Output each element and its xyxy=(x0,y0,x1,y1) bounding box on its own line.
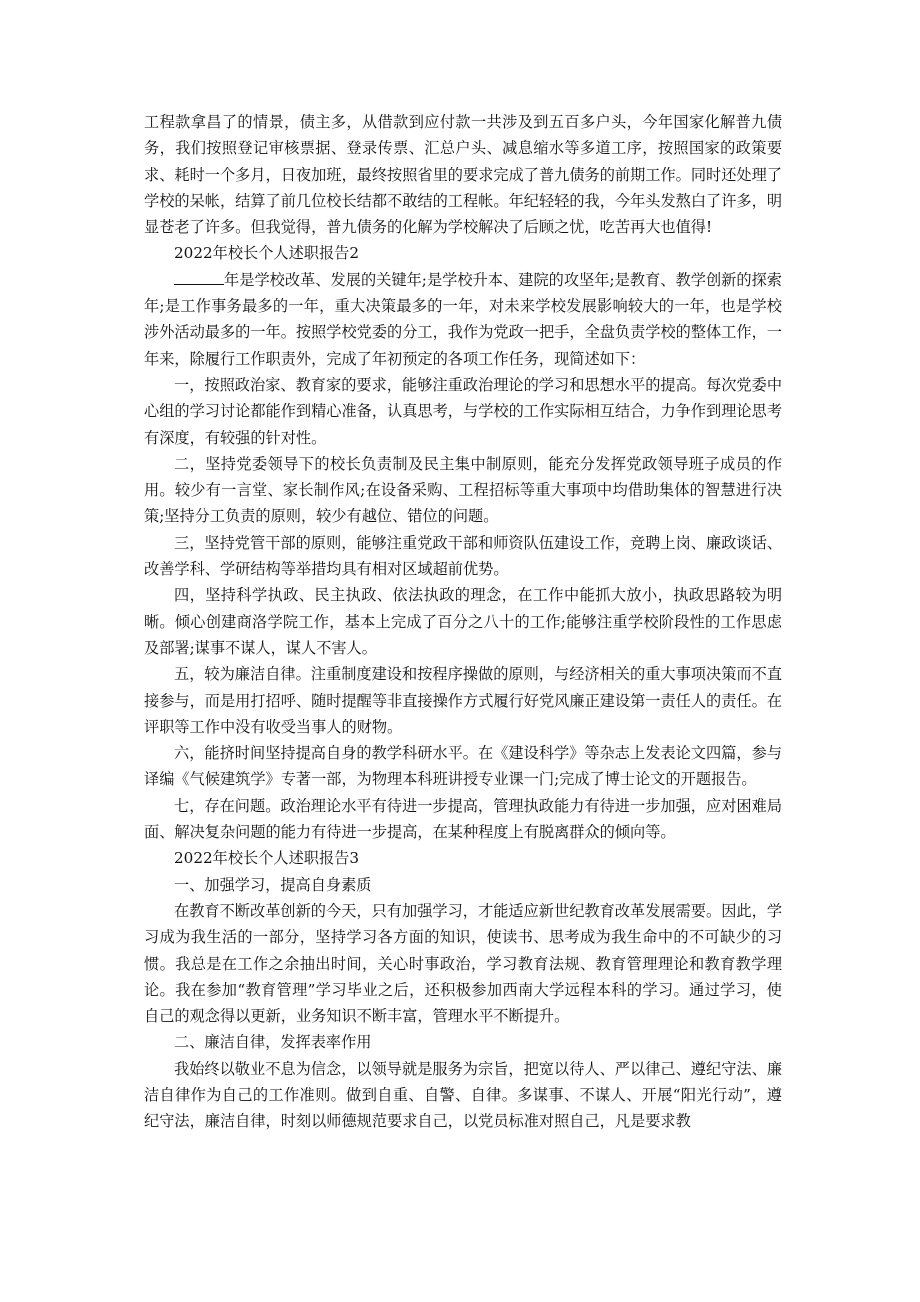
paragraph: 六，能挤时间坚持提高自身的教学科研水平。在《建设科学》等杂志上发表论文四篇，参与译编《气候建筑学》专著一部，为物理本科班讲授专业课一门;完成了博士论文的开题报告。 xyxy=(144,744,782,789)
paragraph: 五，较为廉洁自律。注重制度建设和按程序操做的原则，与经济相关的重大事项决策而不直接参与，而是用打招呼、随时提醒等非直接操作方式履行好党风廉正建设第一责任人的责任。在评职等工作中没有收受当事人的财物。 xyxy=(144,665,782,736)
fill-in-blank xyxy=(174,268,224,285)
subsection-title: 二、廉洁自律，发挥表率作用 xyxy=(174,1033,372,1052)
section-title-2: 2022年校长个人述职报告2 xyxy=(174,244,360,263)
paragraph xyxy=(144,267,782,372)
paragraph-text: 年是学校改革、发展的关键年;是学校升本、建院的攻坚年;是教育、教学创新的探索年;是工作事务最多的一年，重大决策最多的一年，对未来学校发展影响较大的一年，也是学校涉外活动最多的一年。按照学校党委的分工，我作为党政一把手，全盘负责学校的整体工作，一年来，除履行工作职责外，完成了年初预定的各项工作任务，现简述如下： xyxy=(144,270,782,368)
subsection-title: 一、加强学习，提高自身素质 xyxy=(174,875,372,894)
paragraph: 二，坚持党委领导下的校长负责制及民主集中制原则，能充分发挥党政领导班子成员的作用。较少有一言堂、家长制作风;在设备采购、工程招标等重大事项中均借助集体的智慧进行决策;坚持分工负责的原则，较少有越位、错位的问题。 xyxy=(144,454,782,526)
paragraph: 我始终以敬业不息为信念，以领导就是服务为宗旨，把宽以待人、严以律己、遵纪守法、廉洁自律作为自己的工作准则。做到自重、自警、自律。多谋事、不谋人、开展“阳光行动”，遵纪守法，廉洁自律，时刻以师德规范要求自己，以党员标准对照自己，凡是要求教 xyxy=(144,1059,782,1131)
paragraph: 三，坚持党管干部的原则，能够注重党政干部和师资队伍建设工作，竞聘上岗、廉政谈话、改善学科、学研结构等举措均具有相对区域超前优势。 xyxy=(144,533,782,579)
paragraph: 在教育不断改革创新的今天，只有加强学习，才能适应新世纪教育改革发展需要。因此，学习成为我生活的一部分，坚持学习各方面的知识，使读书、思考成为我生命中的不可缺少的习惯。我总是在工作之余抽出时间，关心时事政治，学习教育法规、教育管理理论和教育教学理论。我在参加“教育管理”学习毕业之后，还积极参加西南大学远程本科的学习。通过学习，使自己的观念得以更新，业务知识不断丰富，管理水平不断提升。 xyxy=(144,901,782,1026)
paragraph: 一，按照政治家、教育家的要求，能够注重政治理论的学习和思想水平的提高。每次党委中心组的学习讨论都能作到精心准备，认真思考，与学校的工作实际相互结合，力争作到理论思考有深度，有较强的针对性。 xyxy=(144,375,782,447)
document-body xyxy=(144,109,782,1135)
paragraph: 工程款拿昌了的情景，债主多，从借款到应付款一共涉及到五百多户头，今年国家化解普九债务，我们按照登记审核票据、登录传票、汇总户头、减息缩水等多道工序，按照国家的政策要求、耗时一个多月，日夜加班，最终按照省里的要求完成了普九债务的前期工作。同时还处理了学校的呆帐，结算了前几位校长结都不敢结的工程帐。年纪轻轻的我，今年头发熬白了许多，明显苍老了许多。但我觉得，普九债务的化解为学校解决了后顾之忧，吃苦再大也值得! xyxy=(144,113,782,237)
paragraph: 四，坚持科学执政、民主执政、依法执政的理念，在工作中能抓大放小，执政思路较为明晰。倾心创建商洛学院工作，基本上完成了百分之八十的工作;能够注重学校阶段性的工作思虑及部署;谋事不谋人，谋人不害人。 xyxy=(144,586,782,657)
section-title-3: 2022年校长个人述职报告3 xyxy=(174,849,360,868)
paragraph: 七，存在问题。政治理论水平有待进一步提高，管理执政能力有待进一步加强，应对困难局面、解决复杂问题的能力有待进一步提高，在某种程度上有脱离群众的倾向等。 xyxy=(144,796,782,842)
